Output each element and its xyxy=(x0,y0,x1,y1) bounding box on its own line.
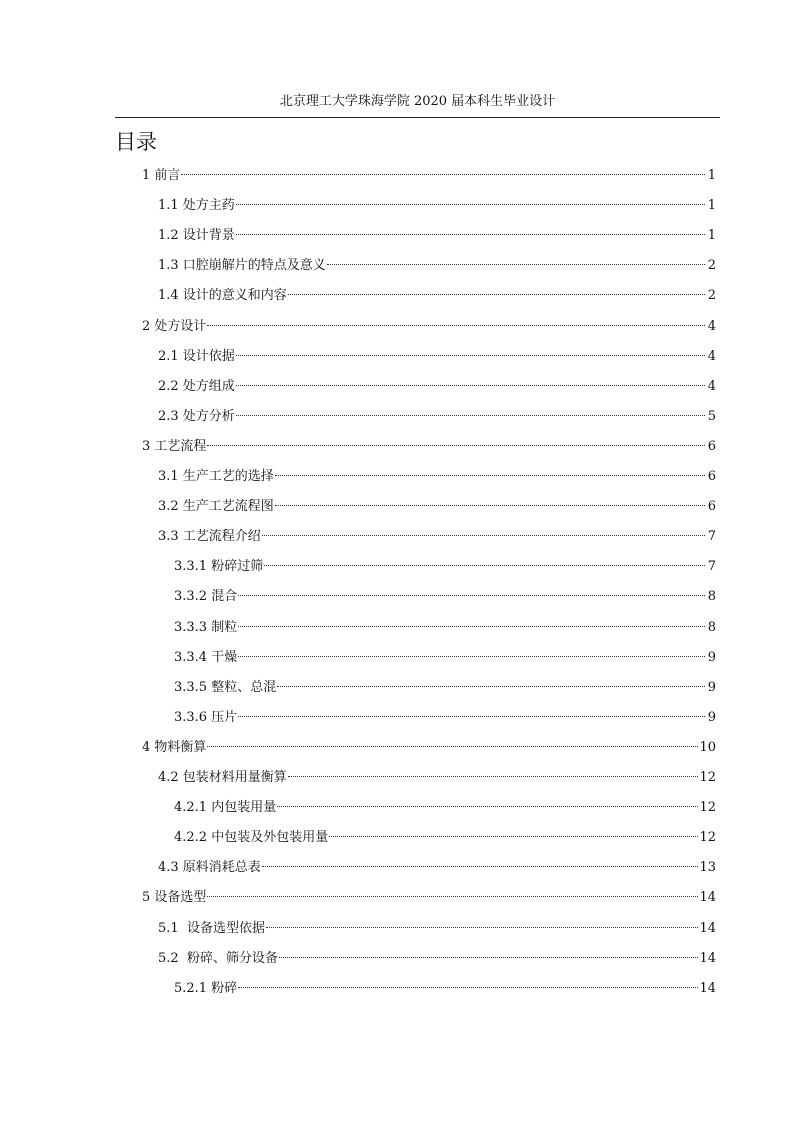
toc-leader-dots xyxy=(279,957,699,958)
toc-entry-page: 5 xyxy=(707,408,716,424)
toc-entry-label: 2.2 处方组成 xyxy=(158,378,235,394)
toc-entry-page: 14 xyxy=(699,890,716,906)
toc-entry-label: 2.3 处方分析 xyxy=(158,408,235,424)
toc-entry[interactable] xyxy=(142,738,716,758)
toc-leader-dots xyxy=(238,626,705,627)
toc-leader-dots xyxy=(238,595,705,596)
toc-entry[interactable] xyxy=(142,317,716,337)
toc-entry-label: 3.2 生产工艺流程图 xyxy=(158,499,274,515)
toc-entry-page: 14 xyxy=(699,980,716,996)
toc-entry[interactable] xyxy=(142,888,716,908)
toc-entry[interactable] xyxy=(158,768,716,788)
toc-entry-page: 8 xyxy=(707,589,716,605)
toc-entry[interactable] xyxy=(142,166,716,186)
toc-leader-dots xyxy=(207,746,698,747)
toc-entry-page: 9 xyxy=(707,709,716,725)
toc-entry[interactable] xyxy=(158,196,716,216)
toc-leader-dots xyxy=(266,927,699,928)
toc-entry[interactable] xyxy=(174,828,716,848)
toc-leader-dots xyxy=(262,535,705,536)
toc-entry-label: 1.2 设计背景 xyxy=(158,228,235,244)
toc-entry-page: 4 xyxy=(707,378,716,394)
toc-entry[interactable] xyxy=(158,919,716,939)
toc-entry-page: 2 xyxy=(707,288,716,304)
toc-entry-page: 1 xyxy=(707,228,716,244)
toc-leader-dots xyxy=(238,987,698,988)
toc-leader-dots xyxy=(181,174,705,175)
toc-entry-label: 5.2.1 粉碎 xyxy=(174,980,238,996)
toc-entry-page: 4 xyxy=(707,318,716,334)
toc-leader-dots xyxy=(236,204,705,205)
toc-entry-label: 3.3.4 干燥 xyxy=(174,649,238,665)
toc-entry-label: 3.3 工艺流程介绍 xyxy=(158,529,261,545)
toc-entry[interactable] xyxy=(158,347,716,367)
toc-entry-page: 1 xyxy=(707,168,716,183)
toc-entry[interactable] xyxy=(174,708,716,728)
toc-entry-page: 12 xyxy=(699,830,716,846)
toc-entry[interactable] xyxy=(174,557,716,577)
toc-entry-page: 12 xyxy=(699,800,716,816)
toc-entry-label: 3.1 生产工艺的选择 xyxy=(158,469,274,484)
toc-entry-label: 4.2 包装材料用量衡算 xyxy=(158,770,287,785)
toc-leader-dots xyxy=(207,896,698,897)
toc-leader-dots xyxy=(262,866,699,867)
toc-leader-dots xyxy=(207,325,705,326)
toc-entry-page: 12 xyxy=(699,770,716,785)
toc-leader-dots xyxy=(288,294,705,295)
toc-entry[interactable] xyxy=(174,618,716,638)
toc-entry-page: 2 xyxy=(707,258,716,274)
toc-leader-dots xyxy=(277,806,698,807)
toc-entry-page: 13 xyxy=(699,860,716,876)
toc-entry-label: 1 前言 xyxy=(142,168,181,183)
page-header: 北京理工大学珠海学院 2020 届本科生毕业设计 xyxy=(279,94,556,109)
toc-entry-label: 3.3.3 制粒 xyxy=(174,619,238,635)
toc-leader-dots xyxy=(327,264,705,265)
toc-entry-page: 8 xyxy=(707,619,716,635)
toc-leader-dots xyxy=(238,656,705,657)
toc-entry-label: 5 设备选型 xyxy=(142,890,207,906)
toc-entry[interactable] xyxy=(174,587,716,607)
toc-entry[interactable] xyxy=(158,377,716,397)
toc-entry-label: 4.2.1 内包装用量 xyxy=(174,800,277,816)
toc-leader-dots xyxy=(236,385,705,386)
toc-entry-label: 1.4 设计的意义和内容 xyxy=(158,288,287,304)
toc-entry-page: 9 xyxy=(707,679,716,695)
toc-entry-page: 1 xyxy=(707,198,716,214)
toc-entry[interactable] xyxy=(174,648,716,668)
toc-entry-label: 1.1 处方主药 xyxy=(158,198,235,214)
toc-entry-label: 3.3.1 粉碎过筛 xyxy=(174,559,264,575)
toc-entry[interactable] xyxy=(158,467,716,487)
toc-entry[interactable] xyxy=(158,226,716,246)
toc-leader-dots xyxy=(236,234,705,235)
toc-entry-page: 6 xyxy=(707,438,716,454)
toc-entry-page: 6 xyxy=(707,469,716,484)
toc-entry[interactable] xyxy=(174,979,716,999)
toc-entry-page: 10 xyxy=(699,739,716,755)
toc-leader-dots xyxy=(207,445,705,446)
toc-leader-dots xyxy=(277,686,705,687)
toc-entry-page: 4 xyxy=(707,348,716,364)
toc-entry-page: 7 xyxy=(707,529,716,545)
toc-entry[interactable] xyxy=(158,949,716,969)
toc-leader-dots xyxy=(288,776,699,777)
toc-entry-label: 4 物料衡算 xyxy=(142,739,207,755)
toc-entry[interactable] xyxy=(158,256,716,276)
header-divider xyxy=(115,117,720,118)
toc-entry-page: 6 xyxy=(707,499,716,515)
toc-entry-page: 7 xyxy=(707,559,716,575)
toc-leader-dots xyxy=(275,505,705,506)
toc-entry[interactable] xyxy=(158,286,716,306)
toc-entry[interactable] xyxy=(142,437,716,457)
toc-entry[interactable] xyxy=(158,858,716,878)
toc-entry-label: 3.3.5 整粒、总混 xyxy=(174,679,277,695)
toc-entry-label: 1.3 口腔崩解片的特点及意义 xyxy=(158,258,326,274)
toc-entry[interactable] xyxy=(174,798,716,818)
toc-leader-dots xyxy=(236,415,705,416)
toc-entry[interactable] xyxy=(158,407,716,427)
toc-entry[interactable] xyxy=(158,527,716,547)
toc-leader-dots xyxy=(275,475,705,476)
toc-leader-dots xyxy=(236,355,705,356)
toc-entry-label: 3 工艺流程 xyxy=(142,438,207,454)
toc-leader-dots xyxy=(238,716,705,717)
toc-leader-dots xyxy=(264,565,705,566)
toc-entry-page: 9 xyxy=(707,649,716,665)
toc-title: 目录 xyxy=(115,130,157,154)
toc-entry-page: 14 xyxy=(699,920,716,936)
toc-entry-label: 2 处方设计 xyxy=(142,318,207,334)
toc-entry[interactable] xyxy=(158,497,716,517)
toc-entry-page: 14 xyxy=(699,950,716,966)
toc-entry-label: 4.2.2 中包装及外包装用量 xyxy=(174,830,329,846)
toc-entry-label: 2.1 设计依据 xyxy=(158,348,235,364)
toc-leader-dots xyxy=(329,836,698,837)
toc-entry[interactable] xyxy=(174,678,716,698)
toc-entry-label: 3.3.6 压片 xyxy=(174,709,238,725)
toc-entry-label: 5.1 设备选型依据 xyxy=(158,920,265,936)
toc-entry-label: 5.2 粉碎、筛分设备 xyxy=(158,950,278,966)
toc-entry-label: 4.3 原料消耗总表 xyxy=(158,860,261,876)
toc-entry-label: 3.3.2 混合 xyxy=(174,589,238,605)
